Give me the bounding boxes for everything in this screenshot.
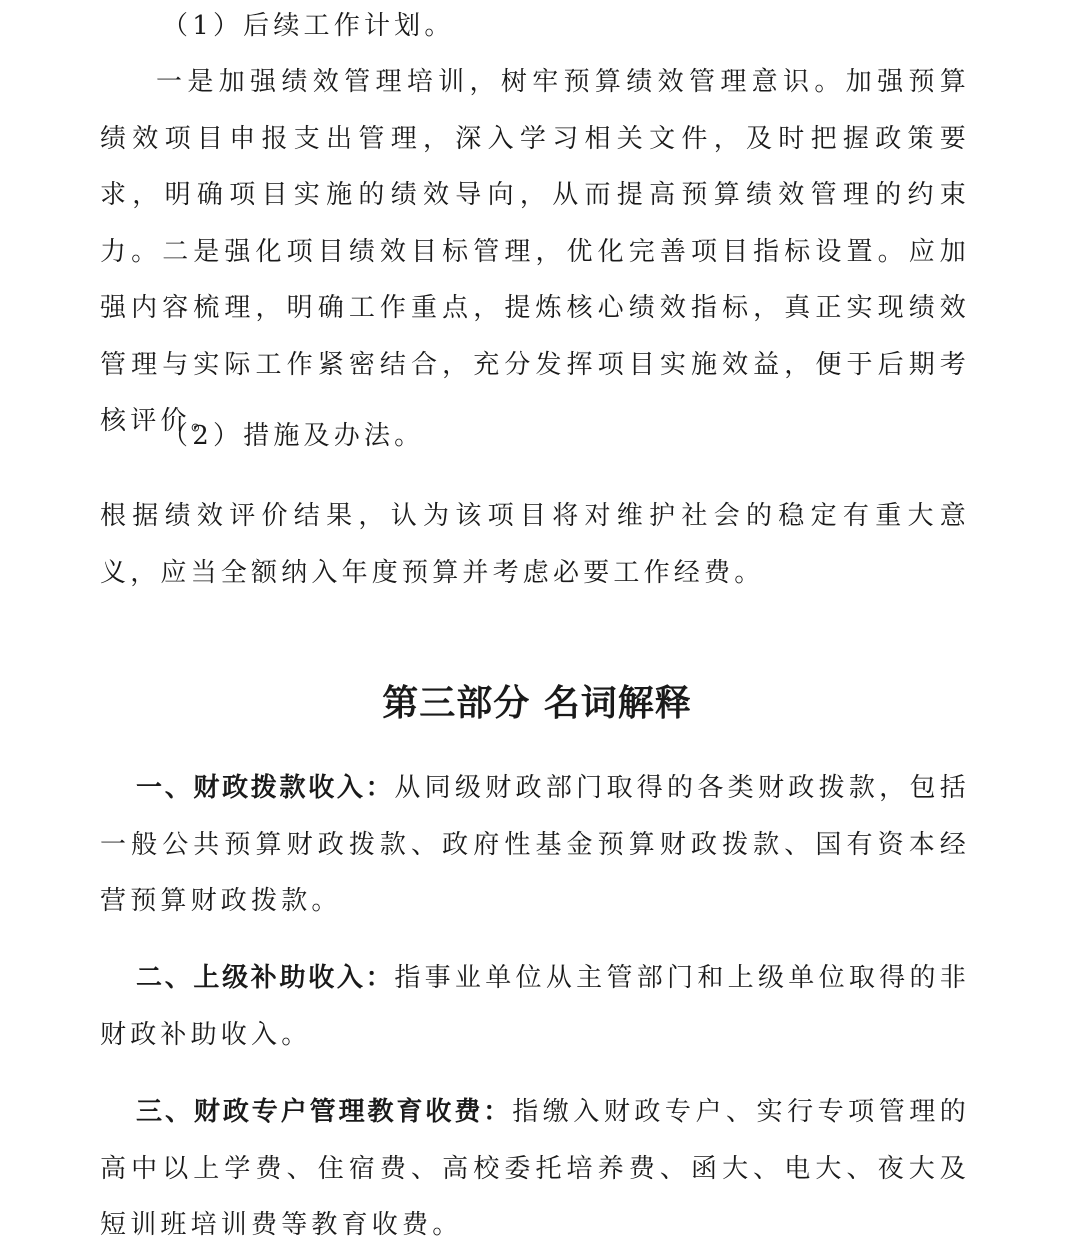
definition-text: 指缴入财政专户、实行专项管理的高中以上学费、住宿费、高校委托培养费、函大、电大、夜大及短训班培训费等教育收费。 [100,1097,970,1240]
definition-term: 三、财政专户管理教育收费： [136,1097,513,1127]
measures-paragraph: 根据绩效评价结果，认为该项目将对维护社会的稳定有重大意义，应当全额纳入年度预算并考虑必要工作经费。 [100,501,970,588]
definition-item [100,760,970,930]
section-title: 第三部分 名词解释 [382,683,692,724]
definition-text: 从同级财政部门取得的各类财政拨款，包括一般公共预算财政拨款、政府性基金预算财政拨款、国有资本经营预算财政拨款。 [100,773,970,916]
plan-paragraph: 一是加强绩效管理培训，树牢预算绩效管理意识。加强预算绩效项目申报支出管理，深入学习相关文件，及时把握政策要求，明确项目实施的绩效导向，从而提高预算绩效管理的约束力。二是强化项目绩效目标管理，优化完善项目指标设置。应加强内容梳理，明确工作重点，提炼核心绩效指标，真正实现绩效管理与实际工作紧密结合，充分发挥项目实施效益，便于后期考核评价。 [100,67,970,436]
definition-text: 指事业单位从主管部门和上级单位取得的非财政补助收入。 [100,963,970,1050]
definition-item [100,950,970,1063]
definition-term: 一、财政拨款收入： [136,773,395,803]
definition-term: 二、上级补助收入： [136,963,395,993]
definition-item [100,1084,970,1254]
plan-subheading: （1）后续工作计划。 [162,11,455,41]
measures-subheading: （2）措施及办法。 [162,421,425,451]
